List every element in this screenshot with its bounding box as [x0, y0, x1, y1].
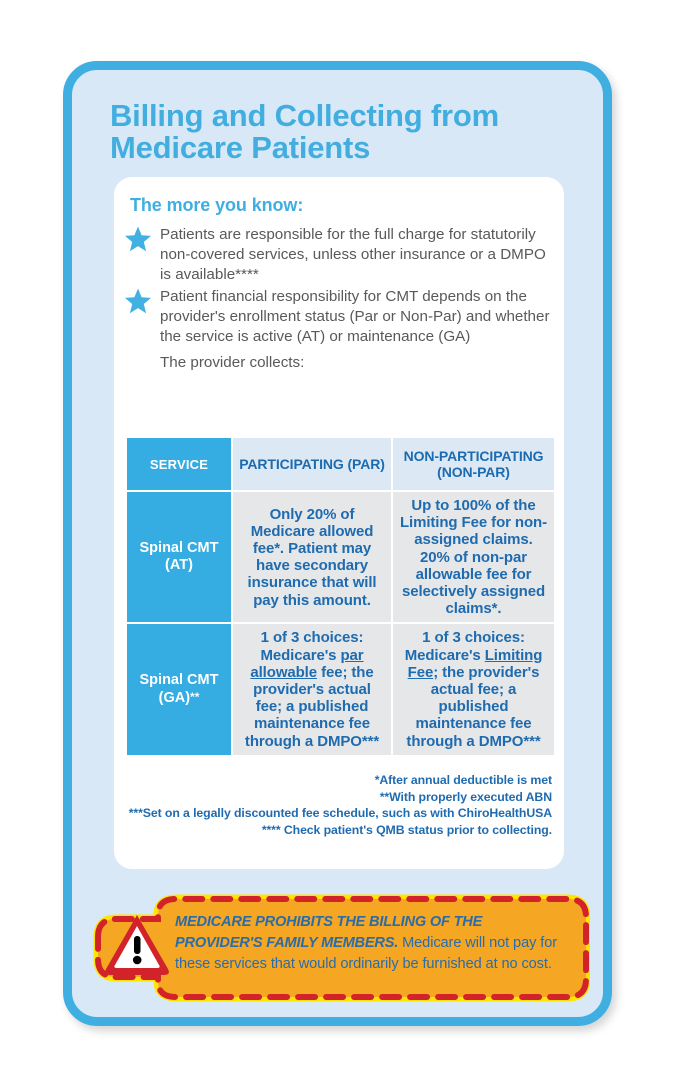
- par-text-post: fee; the provider's actual fee; a published maintenance fee through a DMPO***: [244, 663, 380, 750]
- par-allowable-link[interactable]: par allowable: [250, 646, 364, 681]
- warning-rest: Medicare will not pay for these services that would ordinarily be furnished at no cost.: [175, 935, 557, 972]
- page-title: Billing and Collecting from Medicare Patients: [110, 98, 499, 165]
- warning-message: [175, 912, 565, 975]
- footnote-4: **** Check patient's QMB status prior to collecting.: [261, 822, 552, 837]
- row-nonpar-value: Up to 100% of the Limiting Fee for non-assigned claims. 20% of non-par allowable fee for selectively assigned claims*.: [393, 492, 554, 622]
- table-header-par: PARTICIPATING (PAR): [233, 438, 391, 490]
- table-header-row: [127, 438, 554, 490]
- list-item: [124, 287, 554, 347]
- row-service-label: [127, 624, 231, 754]
- nonpar-text-post: ; the provider's actual fee; a published maintenance fee through a DMPO***: [406, 663, 541, 750]
- par-text-pre: 1 of 3 choices: Medicare's: [260, 629, 364, 664]
- footnote-1: *After annual deductible is met: [374, 773, 552, 787]
- bullet-text: Patient financial responsibility for CMT depends on the provider's enrollment status (Par or Non-Par) and whether the service is active (AT) or maintenance (GA): [160, 288, 550, 345]
- star-bullet-icon: [124, 288, 152, 314]
- footnotes: [124, 772, 552, 838]
- warning-strong: MEDICARE PROHIBITS THE BILLING OF THE PROVIDER'S FAMILY MEMBERS.: [175, 914, 483, 951]
- table-row: [127, 624, 554, 754]
- footnote-2: **With properly executed ABN: [379, 789, 552, 804]
- row-service-footnote-mark: **: [190, 690, 200, 705]
- content-card: [114, 177, 564, 869]
- table-row: [127, 492, 554, 622]
- bullet-list: [124, 225, 554, 373]
- footnote-3: ***Set on a legally discounted fee schedule, such as with ChiroHealthUSA: [128, 806, 552, 820]
- provider-collects-label: The provider collects:: [160, 354, 305, 371]
- row-nonpar-value: [393, 624, 554, 754]
- table-header-nonpar: NON-PARTICIPATING (NON-PAR): [393, 438, 554, 490]
- bullet-text: Patients are responsible for the full charge for statutorily non-covered services, unless other insurance or a DMPO is available****: [160, 226, 546, 283]
- row-service-text: Spinal CMT (GA): [139, 672, 219, 707]
- card-heading: The more you know:: [130, 195, 304, 215]
- row-par-value: [233, 624, 391, 754]
- fee-table: [125, 436, 556, 757]
- table-header-service: SERVICE: [127, 438, 231, 490]
- nonpar-text-pre: 1 of 3 choices: Medicare's: [404, 629, 525, 664]
- row-par-value: Only 20% of Medicare allowed fee*. Patient may have secondary insurance that will pay this amount.: [233, 492, 391, 622]
- limiting-fee-link[interactable]: Limiting Fee: [407, 646, 543, 681]
- list-item: [124, 225, 554, 285]
- row-service-label: Spinal CMT (AT): [127, 492, 231, 622]
- star-bullet-icon: [124, 226, 152, 252]
